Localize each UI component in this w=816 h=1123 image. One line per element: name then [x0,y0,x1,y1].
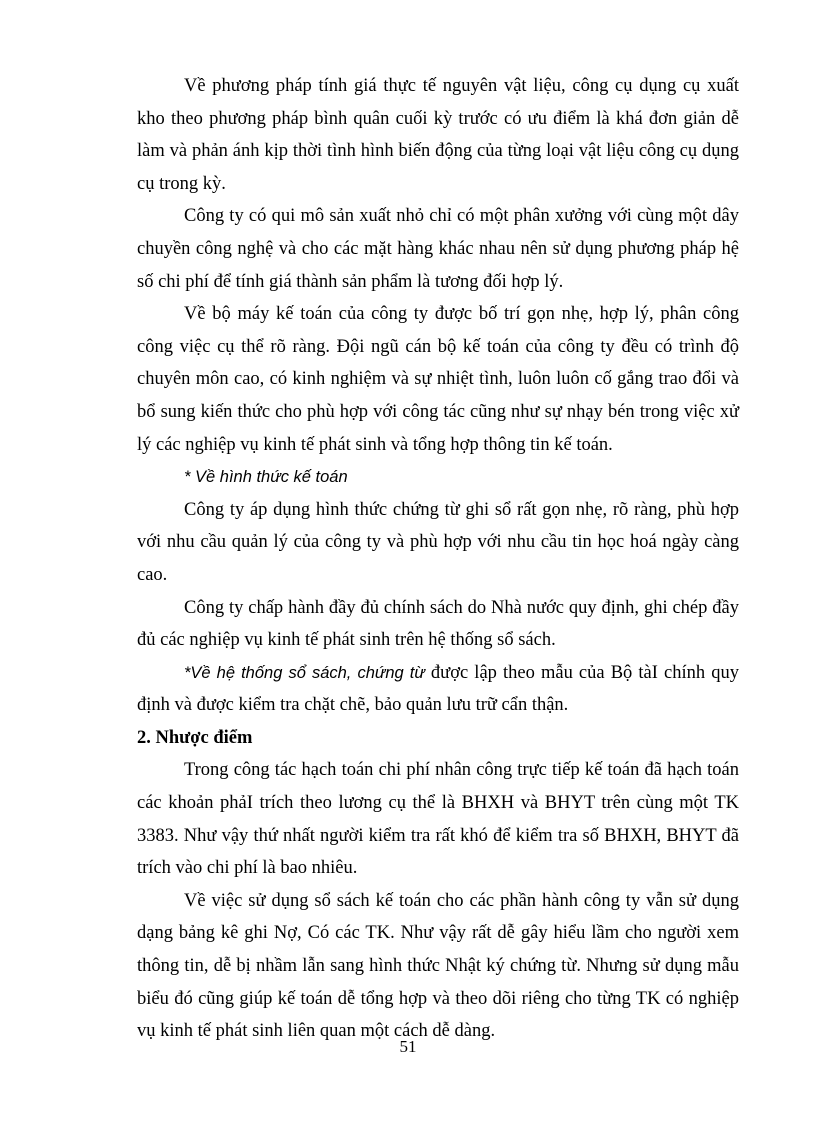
page-number: 51 [399,1037,417,1056]
paragraph-policy-compliance: Công ty chấp hành đầy đủ chính sách do Nhà nước quy định, ghi chép đầy đủ các nghiệp vụ kinh tế phát sinh trên hệ thống sổ sách. [137,597,739,651]
paragraph-books-system [137,657,739,722]
body-text [137,70,739,1048]
paragraph-ledger-usage: Về việc sử dụng sổ sách kế toán cho các phần hành công ty vẫn sử dụng dạng bảng kê ghi Nợ, Có các TK. Như vậy rất dễ gây hiểu lầm cho người xem thông tin, dễ bị nhầm lẫn sang hình thức Nhật ký chứng từ. Nhưng sử dụng mẫu biểu đó cũng giúp kế toán dễ tổng hợp và theo dõi riêng cho từng TK có nghiệp vụ kinh tế phát sinh liên quan một cách dễ dàng. [137,890,739,1042]
books-italic-lead: *Về hệ thống sổ sách, chứng từ [184,663,425,682]
paragraph-accounting-structure: Về bộ máy kế toán của công ty được bố trí gọn nhẹ, hợp lý, phân công công việc cụ thể rõ ràng. Đội ngũ cán bộ kế toán của công ty đều có trình độ chuyên môn cao, có kinh nghiệm và sự nhiệt tình, luôn luôn cố gắng trao đổi và bổ sung kiến thức cho phù hợp với công tác cũng như sự nhạy bén trong việc xử lý các nghiệp vụ kinh tế phát sinh và tổng hợp thông tin kế toán. [137,304,739,455]
paragraph-cost-method: Về phương pháp tính giá thực tế nguyên vật liệu, công cụ dụng cụ xuất kho theo phương pháp bình quân cuối kỳ trước có ưu điểm là khá đơn giản dễ làm và phản ánh kịp thời tình hình biến động của từng loại vật liệu công cụ dụng cụ trong kỳ. [137,76,739,194]
books-rest-text: được lập theo mẫu của Bộ tàI chính quy định và được kiểm tra chặt chẽ, bảo quản lưu trữ cẩn thận. [137,662,739,716]
paragraph-labor-cost: Trong công tác hạch toán chi phí nhân công trực tiếp kế toán đã hạch toán các khoản phảI trích theo lương cụ thể là BHXH và BHYT trên cùng một TK 3383. Như vậy thứ nhất người kiểm tra rất khó để kiểm tra số BHXH, BHYT đã trích vào chi phí là bao nhiêu. [137,760,739,879]
paragraph-production-scale: Công ty có qui mô sản xuất nhỏ chỉ có một phân xưởng với cùng một dây chuyền công nghệ và cho các mặt hàng khác nhau nên sử dụng phương pháp hệ số chi phí để tính giá thành sản phẩm là tương đối hợp lý. [137,206,739,292]
section-heading-weaknesses: 2. Nhược điểm [137,727,253,748]
subheading-accounting-form: * Về hình thức kế toán [184,468,348,487]
paragraph-voucher-form: Công ty áp dụng hình thức chứng từ ghi sổ rất gọn nhẹ, rõ ràng, phù hợp với nhu cầu quản lý của công ty và phù hợp với nhu cầu tin học hoá ngày càng cao. [137,499,739,585]
